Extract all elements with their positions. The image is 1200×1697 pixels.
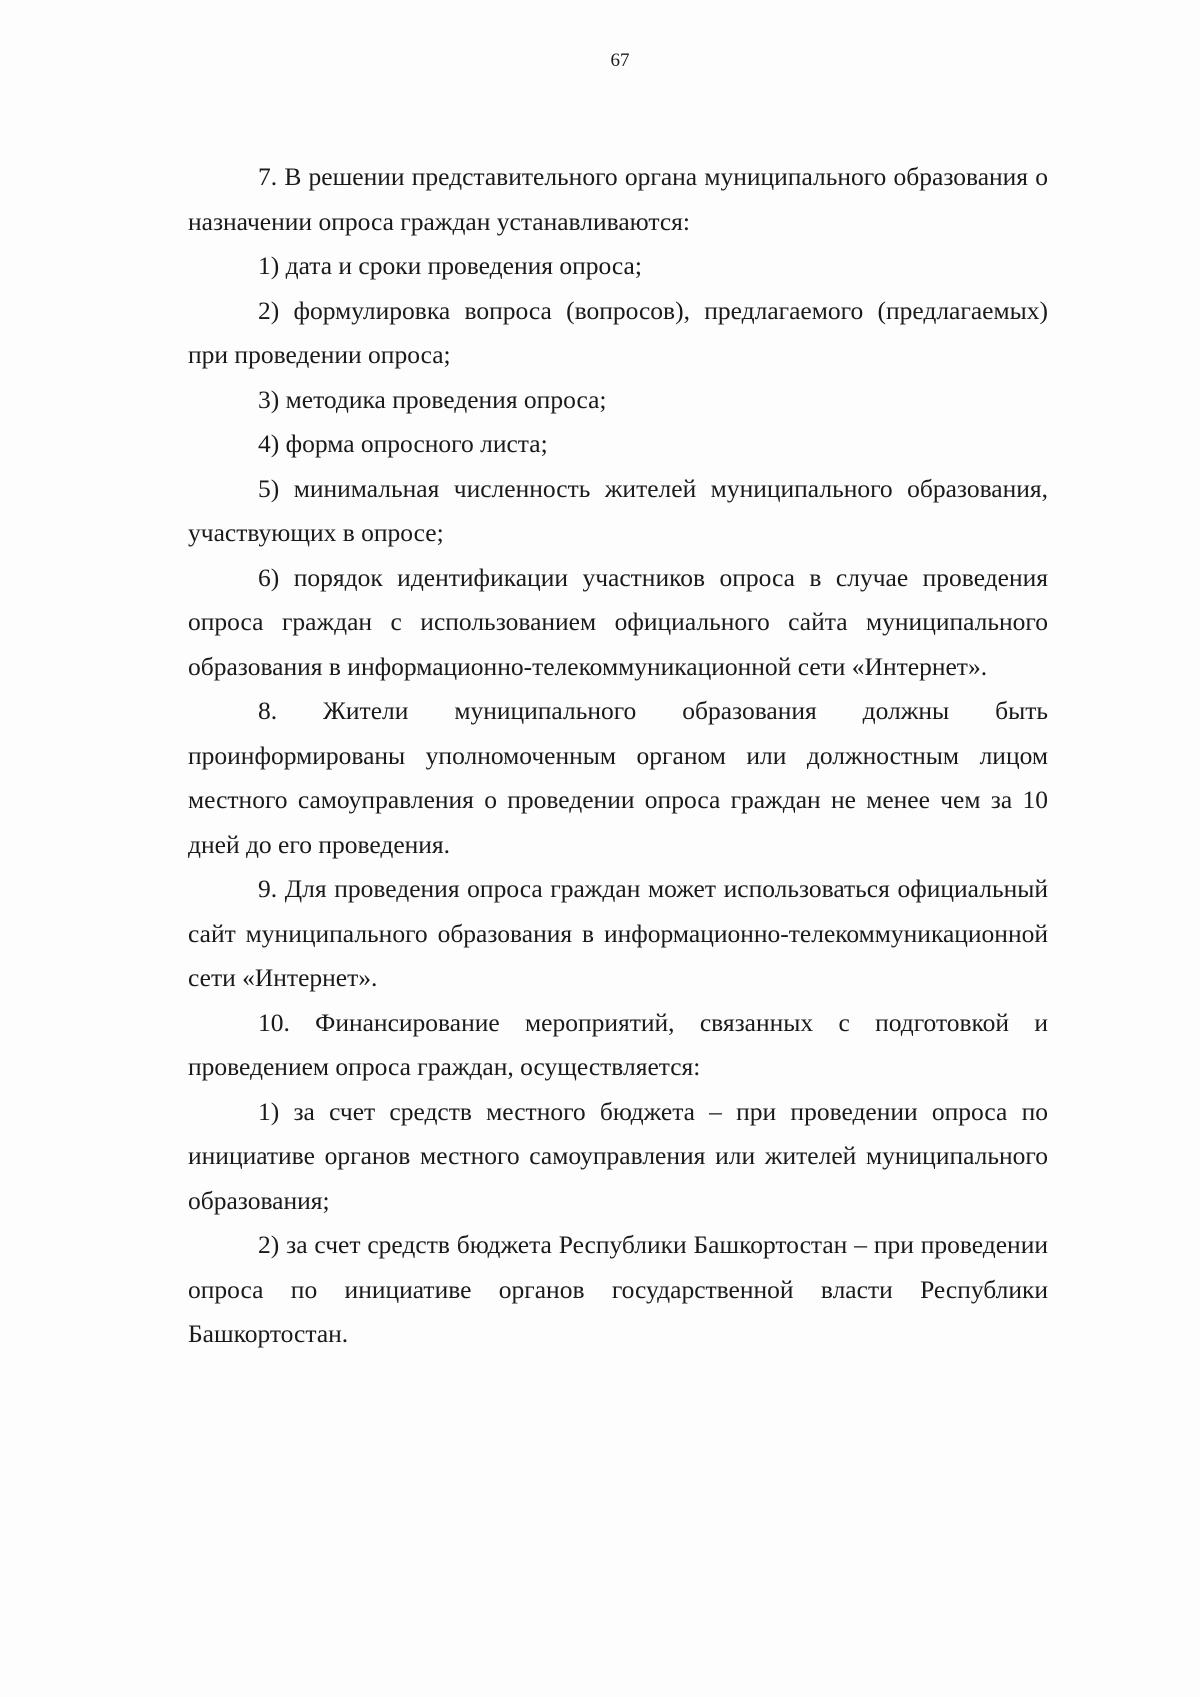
list-item-7-5: 5) минимальная численность жителей муниципального образования, участвующих в опросе;: [188, 473, 1048, 547]
paragraph-7: 7. В решении представительного органа муниципального образования о назначении опроса граждан устанавливаются:: [188, 162, 1048, 236]
list-item-7-2: 2) формулировка вопроса (вопросов), предлагаемого (предлагаемых) при проведении опроса;: [188, 295, 1048, 369]
list-item-7-4: 4) форма опросного листа;: [258, 429, 548, 458]
list-item-7-1: 1) дата и сроки проведения опроса;: [258, 251, 642, 280]
paragraph-8: 8. Жители муниципального образования должны быть проинформированы уполномоченным органом или должностным лицом местного самоуправления о проведении опроса граждан не менее чем за 10 дней до его проведения.: [188, 696, 1048, 859]
paragraph-10: 10. Финансирование мероприятий, связанных с подготовкой и проведением опроса граждан, осуществляется:: [188, 1007, 1048, 1081]
page-number: 67: [610, 50, 630, 71]
list-item-10-2: 2) за счет средств бюджета Республики Башкортостан – при проведении опроса по инициативе органов государственной власти Республики Башкортостан.: [188, 1230, 1048, 1348]
document-body: [188, 155, 1048, 1357]
list-item-10-1: 1) за счет средств местного бюджета – при проведении опроса по инициативе органов местного самоуправления или жителей муниципального образования;: [188, 1096, 1048, 1215]
list-item-7-3: 3) методика проведения опроса;: [258, 384, 607, 414]
paragraph-9: 9. Для проведения опроса граждан может использоваться официальный сайт муниципального образования в информационно-телекоммуникационной сети «Интернет».: [188, 874, 1048, 992]
list-item-7-6: 6) порядок идентификации участников опроса в случае проведения опроса граждан с использованием официального сайта муниципального образования в информационно-телекоммуникационной сети «Интернет».: [188, 562, 1048, 681]
